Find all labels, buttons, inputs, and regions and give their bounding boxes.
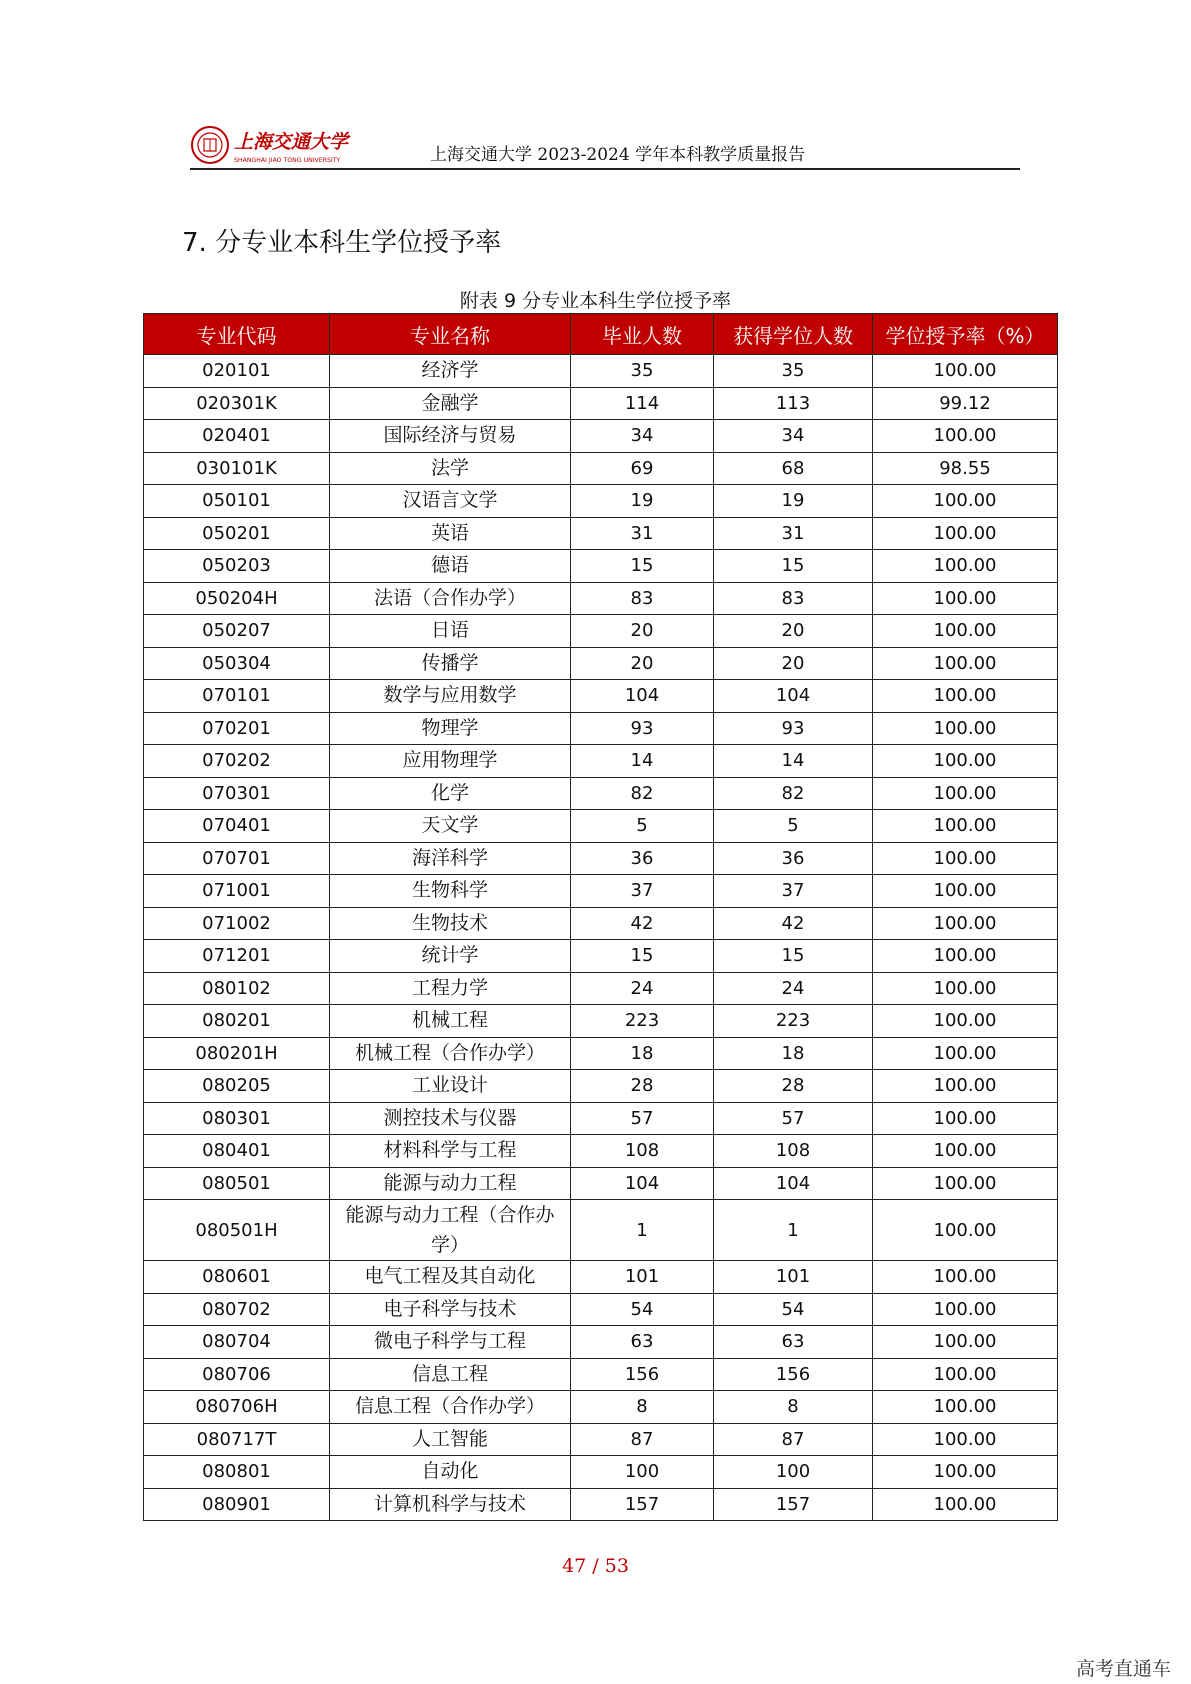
cell-rate: 100.00 xyxy=(873,1456,1058,1489)
cell-rate: 100.00 xyxy=(873,1135,1058,1168)
table-row xyxy=(144,875,1058,908)
cell-degrees: 83 xyxy=(714,582,873,615)
cell-name: 机械工程（合作办学） xyxy=(330,1037,571,1070)
cell-degrees: 36 xyxy=(714,842,873,875)
cell-name: 法语（合作办学） xyxy=(330,582,571,615)
cell-rate: 100.00 xyxy=(873,680,1058,713)
cell-name: 英语 xyxy=(330,517,571,550)
table-row xyxy=(144,1037,1058,1070)
cell-name: 应用物理学 xyxy=(330,745,571,778)
table-row xyxy=(144,1261,1058,1294)
cell-rate: 100.00 xyxy=(873,582,1058,615)
cell-degrees: 34 xyxy=(714,420,873,453)
cell-name: 能源与动力工程 xyxy=(330,1167,571,1200)
cell-graduates: 100 xyxy=(571,1456,714,1489)
cell-name: 统计学 xyxy=(330,940,571,973)
cell-code: 020101 xyxy=(144,355,330,388)
cell-code: 080501H xyxy=(144,1200,330,1261)
cell-name: 生物技术 xyxy=(330,907,571,940)
cell-code: 070301 xyxy=(144,777,330,810)
cell-rate: 100.00 xyxy=(873,1200,1058,1261)
cell-graduates: 8 xyxy=(571,1391,714,1424)
table-row xyxy=(144,972,1058,1005)
table-row xyxy=(144,777,1058,810)
cell-degrees: 18 xyxy=(714,1037,873,1070)
table-row xyxy=(144,712,1058,745)
cell-graduates: 223 xyxy=(571,1005,714,1038)
cell-degrees: 87 xyxy=(714,1423,873,1456)
cell-graduates: 157 xyxy=(571,1488,714,1521)
cell-rate: 100.00 xyxy=(873,1102,1058,1135)
cell-degrees: 37 xyxy=(714,875,873,908)
cell-name: 电子科学与技术 xyxy=(330,1293,571,1326)
cell-code: 080301 xyxy=(144,1102,330,1135)
table-row xyxy=(144,907,1058,940)
cell-rate: 100.00 xyxy=(873,647,1058,680)
cell-rate: 98.55 xyxy=(873,452,1058,485)
cell-graduates: 54 xyxy=(571,1293,714,1326)
cell-degrees: 8 xyxy=(714,1391,873,1424)
cell-name: 微电子科学与工程 xyxy=(330,1326,571,1359)
table-row xyxy=(144,485,1058,518)
table-row xyxy=(144,1135,1058,1168)
cell-rate: 100.00 xyxy=(873,1037,1058,1070)
table-row xyxy=(144,420,1058,453)
table-row xyxy=(144,517,1058,550)
cell-degrees: 223 xyxy=(714,1005,873,1038)
table-row xyxy=(144,745,1058,778)
table-row xyxy=(144,810,1058,843)
cell-rate: 100.00 xyxy=(873,1293,1058,1326)
cell-graduates: 31 xyxy=(571,517,714,550)
cell-code: 080901 xyxy=(144,1488,330,1521)
cell-code: 080401 xyxy=(144,1135,330,1168)
table-row xyxy=(144,1102,1058,1135)
cell-name: 物理学 xyxy=(330,712,571,745)
cell-name: 天文学 xyxy=(330,810,571,843)
cell-code: 080601 xyxy=(144,1261,330,1294)
cell-graduates: 63 xyxy=(571,1326,714,1359)
table-row xyxy=(144,1070,1058,1103)
cell-degrees: 57 xyxy=(714,1102,873,1135)
cell-name: 数学与应用数学 xyxy=(330,680,571,713)
cell-code: 080201H xyxy=(144,1037,330,1070)
table-row xyxy=(144,355,1058,388)
table-body xyxy=(144,355,1058,1521)
cell-code: 080501 xyxy=(144,1167,330,1200)
cell-graduates: 87 xyxy=(571,1423,714,1456)
cell-name: 化学 xyxy=(330,777,571,810)
table-row xyxy=(144,680,1058,713)
table-row xyxy=(144,1005,1058,1038)
cell-degrees: 101 xyxy=(714,1261,873,1294)
cell-rate: 100.00 xyxy=(873,1358,1058,1391)
page-header xyxy=(190,118,1020,170)
cell-degrees: 63 xyxy=(714,1326,873,1359)
watermark: 高考直通车 xyxy=(1075,1658,1171,1680)
cell-rate: 100.00 xyxy=(873,777,1058,810)
cell-graduates: 5 xyxy=(571,810,714,843)
cell-rate: 100.00 xyxy=(873,517,1058,550)
cell-code: 070201 xyxy=(144,712,330,745)
table-row xyxy=(144,1200,1058,1261)
cell-rate: 100.00 xyxy=(873,972,1058,1005)
column-header-name: 专业名称 xyxy=(330,314,571,355)
cell-name: 人工智能 xyxy=(330,1423,571,1456)
cell-code: 070101 xyxy=(144,680,330,713)
cell-rate: 100.00 xyxy=(873,1070,1058,1103)
table-row xyxy=(144,1456,1058,1489)
cell-graduates: 36 xyxy=(571,842,714,875)
table-row xyxy=(144,1488,1058,1521)
table-row xyxy=(144,452,1058,485)
cell-graduates: 15 xyxy=(571,550,714,583)
cell-rate: 100.00 xyxy=(873,420,1058,453)
cell-graduates: 24 xyxy=(571,972,714,1005)
cell-code: 030101K xyxy=(144,452,330,485)
cell-degrees: 104 xyxy=(714,1167,873,1200)
cell-name: 法学 xyxy=(330,452,571,485)
cell-graduates: 57 xyxy=(571,1102,714,1135)
cell-graduates: 104 xyxy=(571,680,714,713)
cell-degrees: 24 xyxy=(714,972,873,1005)
cell-rate: 100.00 xyxy=(873,907,1058,940)
cell-code: 080801 xyxy=(144,1456,330,1489)
table-row xyxy=(144,842,1058,875)
table-row xyxy=(144,1167,1058,1200)
cell-graduates: 15 xyxy=(571,940,714,973)
cell-degrees: 93 xyxy=(714,712,873,745)
column-header-rate: 学位授予率（%） xyxy=(873,314,1058,355)
cell-name: 测控技术与仪器 xyxy=(330,1102,571,1135)
table-header-row xyxy=(144,314,1058,355)
cell-name: 机械工程 xyxy=(330,1005,571,1038)
cell-rate: 100.00 xyxy=(873,1326,1058,1359)
cell-rate: 100.00 xyxy=(873,1391,1058,1424)
cell-degrees: 68 xyxy=(714,452,873,485)
cell-code: 080201 xyxy=(144,1005,330,1038)
cell-name: 信息工程 xyxy=(330,1358,571,1391)
cell-code: 050207 xyxy=(144,615,330,648)
cell-code: 080704 xyxy=(144,1326,330,1359)
cell-name: 自动化 xyxy=(330,1456,571,1489)
cell-code: 020301K xyxy=(144,387,330,420)
column-header-code: 专业代码 xyxy=(144,314,330,355)
table-row xyxy=(144,1423,1058,1456)
cell-degrees: 15 xyxy=(714,550,873,583)
cell-rate: 100.00 xyxy=(873,712,1058,745)
cell-name: 国际经济与贸易 xyxy=(330,420,571,453)
cell-rate: 100.00 xyxy=(873,485,1058,518)
table-row xyxy=(144,387,1058,420)
cell-graduates: 34 xyxy=(571,420,714,453)
cell-code: 070701 xyxy=(144,842,330,875)
cell-code: 050204H xyxy=(144,582,330,615)
logo-text: 上海交通大学 xyxy=(234,131,349,153)
cell-degrees: 54 xyxy=(714,1293,873,1326)
cell-degrees: 108 xyxy=(714,1135,873,1168)
cell-rate: 100.00 xyxy=(873,842,1058,875)
table-row xyxy=(144,1358,1058,1391)
cell-code: 080205 xyxy=(144,1070,330,1103)
cell-rate: 100.00 xyxy=(873,550,1058,583)
cell-degrees: 15 xyxy=(714,940,873,973)
cell-name: 海洋科学 xyxy=(330,842,571,875)
cell-graduates: 93 xyxy=(571,712,714,745)
cell-graduates: 156 xyxy=(571,1358,714,1391)
cell-graduates: 114 xyxy=(571,387,714,420)
cell-rate: 100.00 xyxy=(873,1005,1058,1038)
column-header-degrees: 获得学位人数 xyxy=(714,314,873,355)
cell-name: 生物科学 xyxy=(330,875,571,908)
cell-name: 汉语言文学 xyxy=(330,485,571,518)
cell-code: 080717T xyxy=(144,1423,330,1456)
cell-code: 070202 xyxy=(144,745,330,778)
cell-graduates: 1 xyxy=(571,1200,714,1261)
cell-graduates: 42 xyxy=(571,907,714,940)
cell-code: 071001 xyxy=(144,875,330,908)
cell-code: 070401 xyxy=(144,810,330,843)
page-number: 47 / 53 xyxy=(562,1555,629,1577)
cell-name: 德语 xyxy=(330,550,571,583)
cell-name: 信息工程（合作办学） xyxy=(330,1391,571,1424)
cell-degrees: 156 xyxy=(714,1358,873,1391)
cell-name: 工业设计 xyxy=(330,1070,571,1103)
cell-code: 080702 xyxy=(144,1293,330,1326)
cell-code: 080102 xyxy=(144,972,330,1005)
cell-graduates: 101 xyxy=(571,1261,714,1294)
cell-degrees: 157 xyxy=(714,1488,873,1521)
table-caption: 附表 9 分专业本科生学位授予率 xyxy=(459,290,732,312)
cell-degrees: 82 xyxy=(714,777,873,810)
table-row xyxy=(144,647,1058,680)
column-header-graduates: 毕业人数 xyxy=(571,314,714,355)
table-row xyxy=(144,1391,1058,1424)
cell-graduates: 37 xyxy=(571,875,714,908)
cell-degrees: 31 xyxy=(714,517,873,550)
cell-name: 金融学 xyxy=(330,387,571,420)
cell-rate: 100.00 xyxy=(873,615,1058,648)
cell-degrees: 113 xyxy=(714,387,873,420)
cell-graduates: 108 xyxy=(571,1135,714,1168)
cell-rate: 100.00 xyxy=(873,875,1058,908)
cell-name: 工程力学 xyxy=(330,972,571,1005)
section-heading: 7. 分专业本科生学位授予率 xyxy=(182,228,502,258)
cell-degrees: 28 xyxy=(714,1070,873,1103)
cell-rate: 99.12 xyxy=(873,387,1058,420)
cell-name: 日语 xyxy=(330,615,571,648)
cell-code: 050101 xyxy=(144,485,330,518)
cell-degrees: 42 xyxy=(714,907,873,940)
cell-code: 050203 xyxy=(144,550,330,583)
cell-graduates: 35 xyxy=(571,355,714,388)
cell-name: 电气工程及其自动化 xyxy=(330,1261,571,1294)
cell-rate: 100.00 xyxy=(873,355,1058,388)
cell-code: 071002 xyxy=(144,907,330,940)
table-row xyxy=(144,550,1058,583)
degree-rate-table xyxy=(143,313,1058,1521)
cell-graduates: 69 xyxy=(571,452,714,485)
cell-graduates: 20 xyxy=(571,615,714,648)
cell-code: 050201 xyxy=(144,517,330,550)
cell-graduates: 19 xyxy=(571,485,714,518)
cell-degrees: 1 xyxy=(714,1200,873,1261)
cell-degrees: 14 xyxy=(714,745,873,778)
cell-rate: 100.00 xyxy=(873,1167,1058,1200)
cell-degrees: 20 xyxy=(714,615,873,648)
cell-rate: 100.00 xyxy=(873,1261,1058,1294)
cell-code: 080706H xyxy=(144,1391,330,1424)
cell-degrees: 104 xyxy=(714,680,873,713)
cell-graduates: 18 xyxy=(571,1037,714,1070)
cell-degrees: 100 xyxy=(714,1456,873,1489)
cell-code: 080706 xyxy=(144,1358,330,1391)
cell-rate: 100.00 xyxy=(873,745,1058,778)
cell-rate: 100.00 xyxy=(873,940,1058,973)
cell-rate: 100.00 xyxy=(873,810,1058,843)
cell-code: 050304 xyxy=(144,647,330,680)
cell-degrees: 5 xyxy=(714,810,873,843)
cell-code: 020401 xyxy=(144,420,330,453)
cell-name: 能源与动力工程（合作办学） xyxy=(330,1200,571,1261)
cell-graduates: 104 xyxy=(571,1167,714,1200)
cell-graduates: 14 xyxy=(571,745,714,778)
cell-graduates: 82 xyxy=(571,777,714,810)
cell-name: 材料科学与工程 xyxy=(330,1135,571,1168)
cell-code: 071201 xyxy=(144,940,330,973)
cell-rate: 100.00 xyxy=(873,1488,1058,1521)
report-title: 上海交通大学 2023-2024 学年本科教学质量报告 xyxy=(430,145,806,165)
cell-degrees: 35 xyxy=(714,355,873,388)
cell-degrees: 20 xyxy=(714,647,873,680)
table-row xyxy=(144,940,1058,973)
header-divider xyxy=(190,168,1020,170)
cell-name: 传播学 xyxy=(330,647,571,680)
cell-name: 经济学 xyxy=(330,355,571,388)
cell-degrees: 19 xyxy=(714,485,873,518)
logo-subtext: SHANGHAI JIAO TONG UNIVERSITY xyxy=(234,157,341,164)
table-row xyxy=(144,1326,1058,1359)
cell-name: 计算机科学与技术 xyxy=(330,1488,571,1521)
cell-graduates: 28 xyxy=(571,1070,714,1103)
table-row xyxy=(144,582,1058,615)
cell-rate: 100.00 xyxy=(873,1423,1058,1456)
cell-graduates: 20 xyxy=(571,647,714,680)
table-row xyxy=(144,615,1058,648)
table-row xyxy=(144,1293,1058,1326)
cell-graduates: 83 xyxy=(571,582,714,615)
university-logo xyxy=(190,124,370,168)
